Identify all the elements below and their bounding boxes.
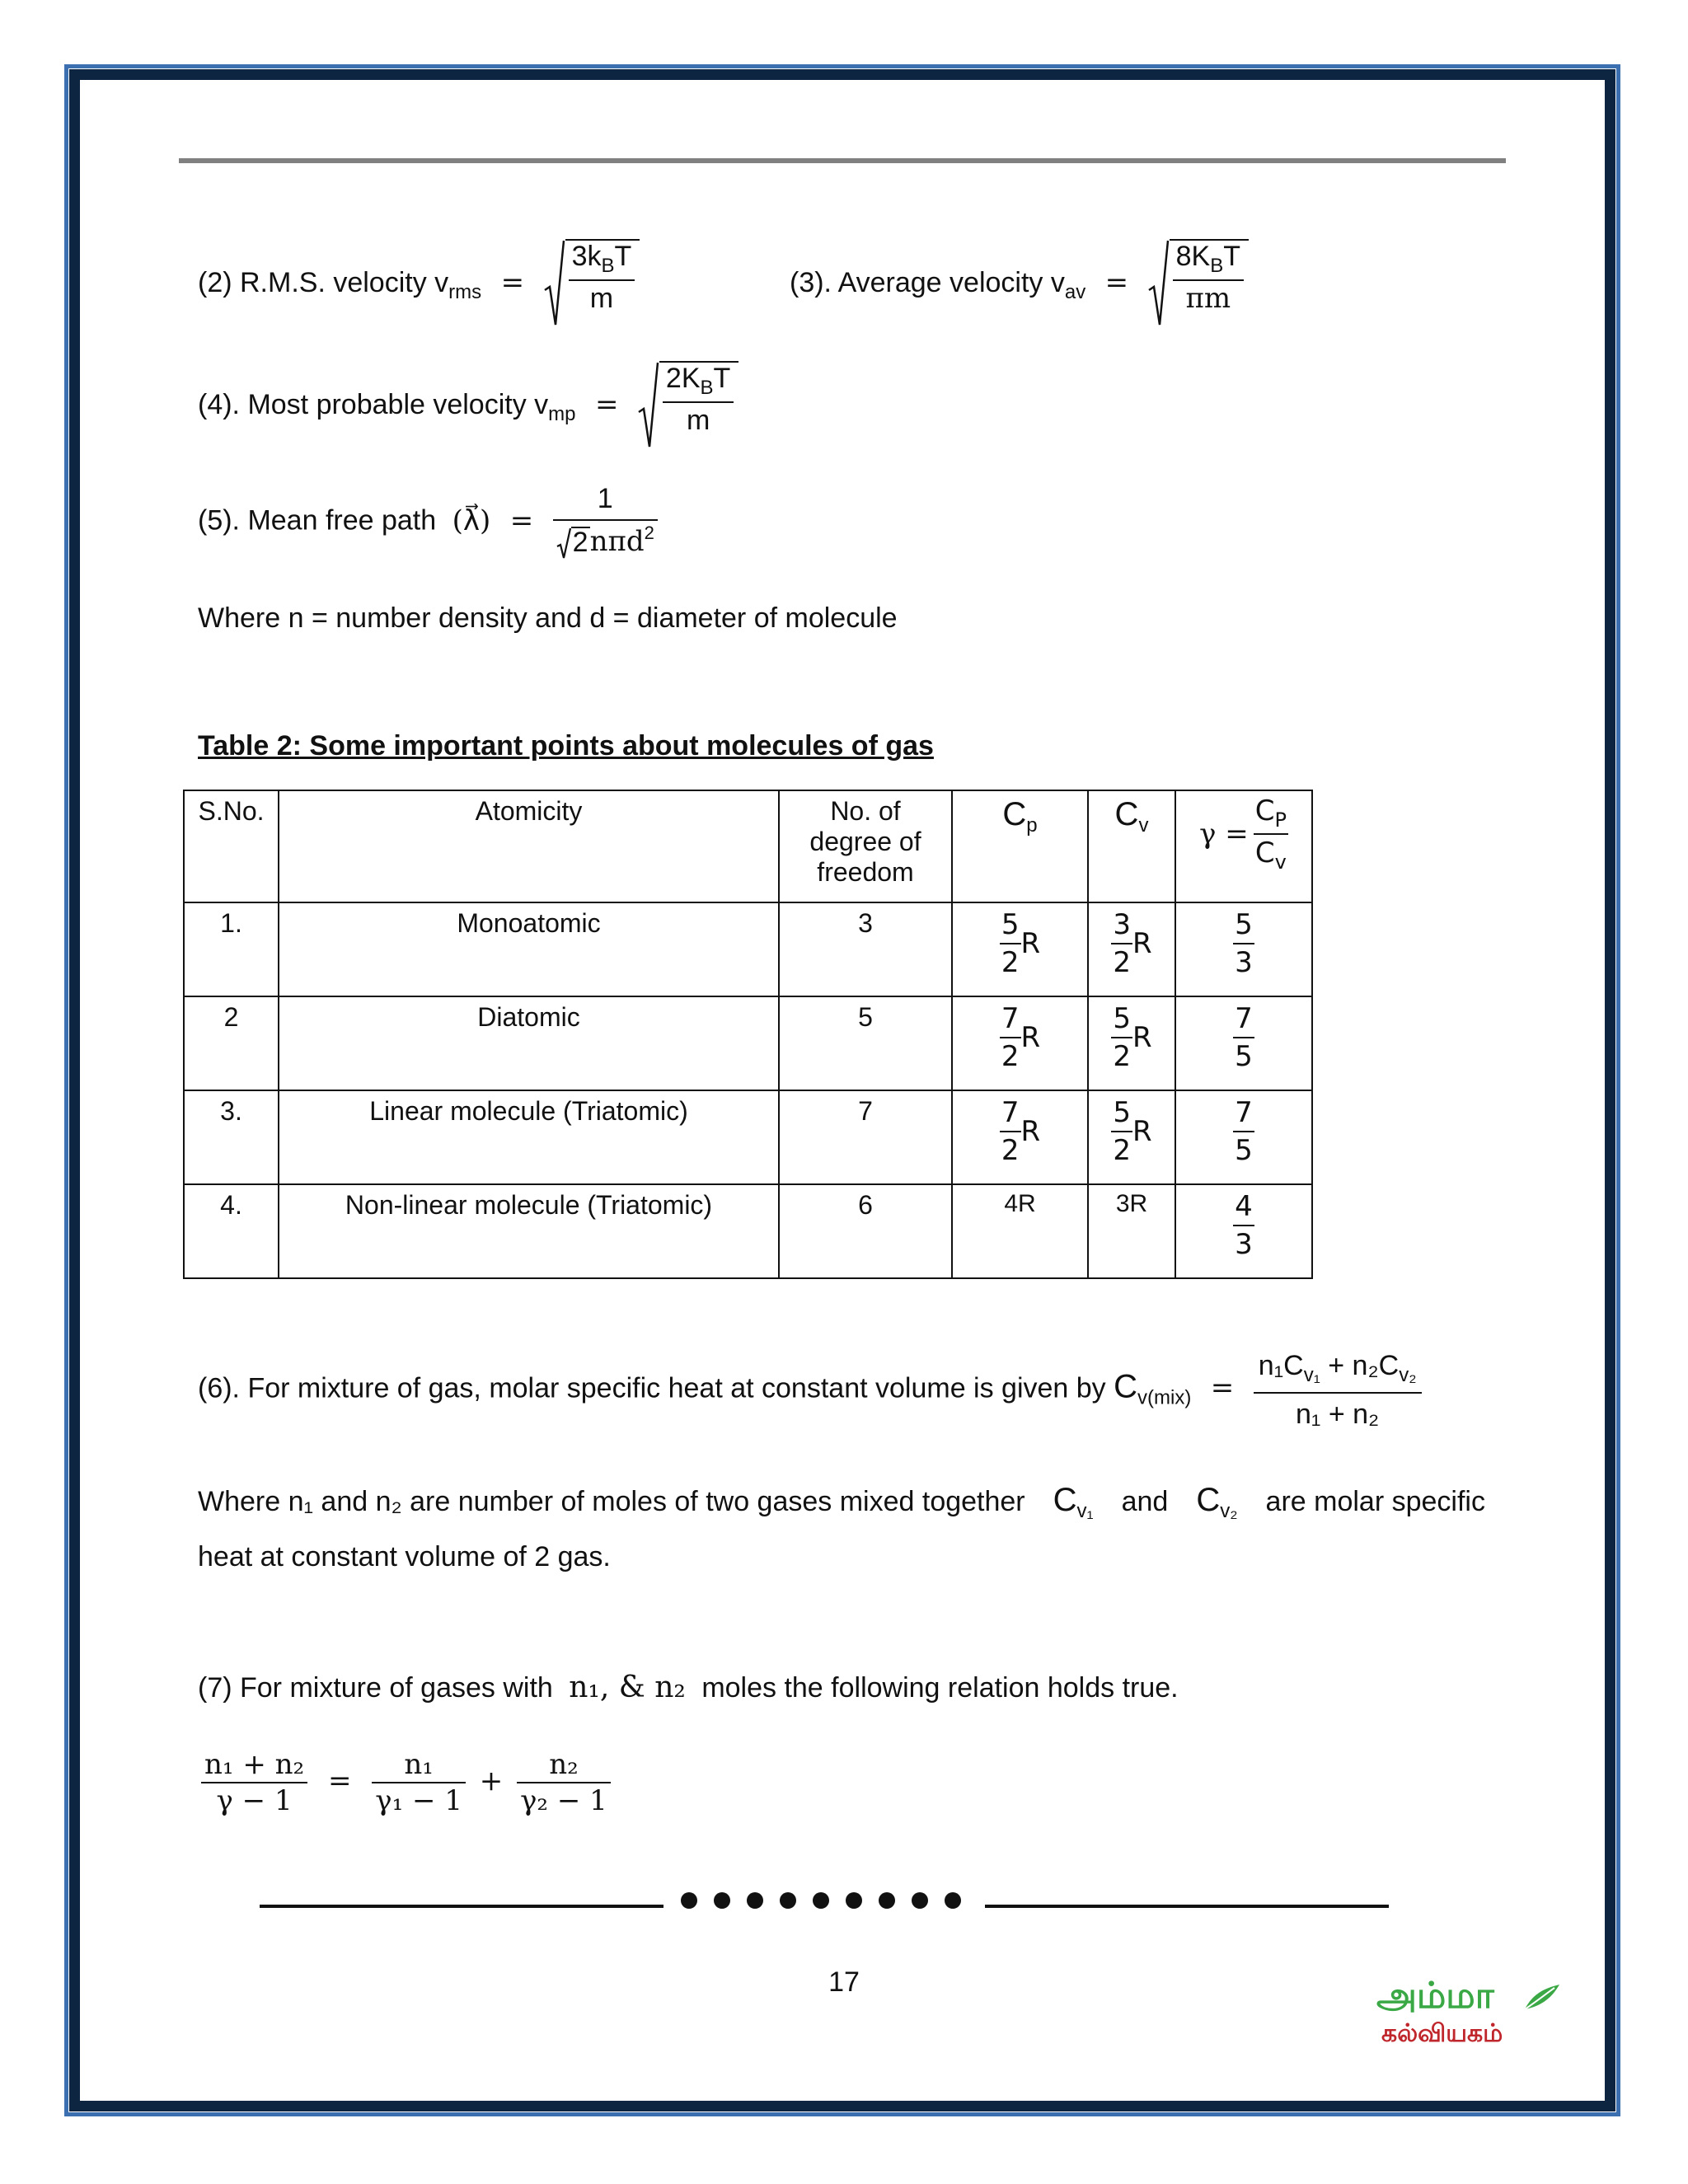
- rms-label: (2) R.M.S. velocity v: [198, 266, 449, 298]
- avg-sqrt: $\frac{8K_BT}{\pi m}$: [1148, 239, 1249, 330]
- header-cv: $C_v$: [1088, 790, 1175, 902]
- where-density-note: Where n = number density and d = diameter of molecule: [198, 602, 898, 634]
- footer-rule-right: [985, 1905, 1389, 1908]
- gamma-relation: $\frac{\text{n₁ + n₂}}{\gamma - 1}$ = $\frac{\text{n₁}}{\text{γ₁ − 1}}$ + $\frac{\text{n₂}}{\text{γ₂ − 1}}$: [201, 1750, 611, 1815]
- footer-rule-left: [260, 1905, 663, 1908]
- mixture-cv-formula: (6). For mixture of gas, molar specific heat at constant volume is given by $C_{v(mix)}$ = $\frac{n_1C_{v_1} + n_2C_{v_2}}{\text{n₁ + n₂}}$: [198, 1352, 1422, 1428]
- header-gamma: γ = $\frac{C_P}{C_v}$: [1175, 790, 1312, 902]
- mixture-where-line: Where n₁ and n₂ are number of moles of two gases mixed together $C_{v_1}$ and $C_{v_2}$ are molar specific: [198, 1482, 1485, 1522]
- table-title: Table 2: Some important points about molecules of gas: [198, 730, 934, 762]
- gas-molecules-table: [183, 790, 1313, 1279]
- rms-velocity-formula: (2) R.M.S. velocity $v_{rms}$ = $\frac{3k_BT}{m}$: [198, 239, 640, 330]
- mean-free-path-formula: (5). Mean free path (λ⃗) = 1 2 nπd$^2$: [198, 485, 658, 560]
- mixture-text: (6). For mixture of gas, molar specific heat at constant volume is given by: [198, 1372, 1106, 1404]
- header-rule: [179, 158, 1506, 163]
- mfp-fraction: 1 2 nπd$^2$: [553, 485, 658, 560]
- mp-sqrt: $\frac{2K_BT}{m}$: [638, 361, 738, 452]
- mfp-label: (5). Mean free path: [198, 504, 437, 537]
- rms-sqrt: $\frac{3k_BT}{m}$: [544, 239, 640, 330]
- table-row: 3. Linear molecule (Triatomic) 7 $\frac{7}{2}$ R $\frac{5}{2}$ R $\frac{7}{5}$: [184, 1090, 1312, 1184]
- average-velocity-formula: (3). Average velocity $v_{av}$ = $\frac{8K_BT}{\pi m}$: [790, 239, 1249, 330]
- header-atomicity: Atomicity: [279, 790, 779, 902]
- cvmix-fraction: $\frac{n_1C_{v_1} + n_2C_{v_2}}{\text{n₁ + n₂}}$: [1254, 1352, 1422, 1428]
- table-row: 1. Monoatomic 3 $\frac{5}{2}$ R $\frac{3}{2}$ R $\frac{5}{3}$: [184, 902, 1312, 996]
- page-number: 17: [828, 1966, 860, 1998]
- amma-kalviyagam-logo: அம்மா கல்வியகம்: [1376, 1975, 1566, 2057]
- leaf-icon: [1522, 1981, 1561, 2014]
- footer-dots: [681, 1892, 961, 1909]
- header-degrees-of-freedom: No. of degree of freedom: [779, 790, 952, 902]
- mp-label: (4). Most probable velocity v: [198, 388, 549, 420]
- header-sno: S.No.: [184, 790, 279, 902]
- mixture-where-line-2: heat at constant volume of 2 gas.: [198, 1541, 611, 1572]
- avg-label: (3). Average velocity v: [790, 266, 1065, 298]
- table-header-row: [184, 790, 1312, 902]
- header-cp: $C_p$: [952, 790, 1088, 902]
- mixture-gamma-text: (7) For mixture of gases with n₁, & n₂ moles the following relation holds true.: [198, 1671, 1179, 1704]
- table-row: 4. Non-linear molecule (Triatomic) 6 4R 3R $\frac{4}{3}$: [184, 1184, 1312, 1278]
- table-row: 2 Diatomic 5 $\frac{7}{2}$ R $\frac{5}{2}$ R $\frac{7}{5}$: [184, 996, 1312, 1090]
- most-probable-velocity-formula: (4). Most probable velocity $v_{mp}$ = $\frac{2K_BT}{m}$: [198, 361, 738, 452]
